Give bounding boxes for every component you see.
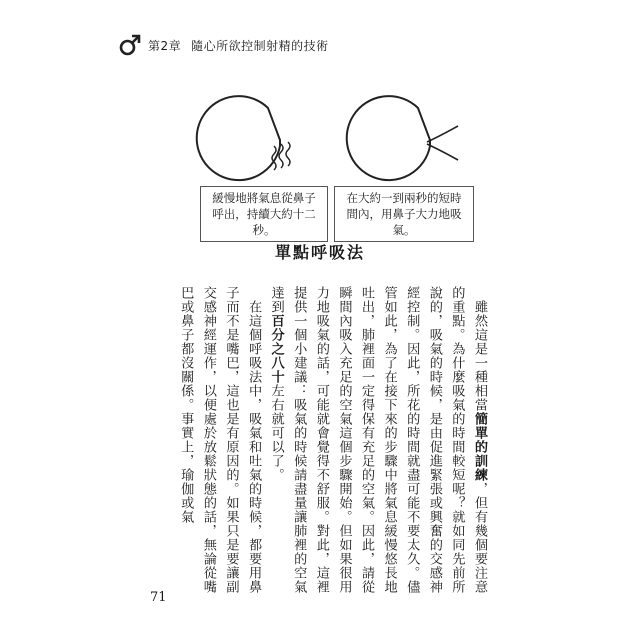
text-run: 左右就可以了。 xyxy=(268,384,284,482)
body-text xyxy=(158,286,490,602)
paragraph-2 xyxy=(174,286,264,602)
page-number: 71 xyxy=(150,590,167,605)
inhale-arrow-icon xyxy=(427,126,458,160)
emphasis-text: 簡單的訓練 xyxy=(472,412,487,482)
exhale-caption: 緩慢地將氣息從鼻子呼出，持續大約十二秒。 xyxy=(200,186,328,242)
section-title: 單點呼吸法 xyxy=(274,243,365,262)
emphasis-text: 百分之八十 xyxy=(268,314,284,384)
exhale-diagram xyxy=(180,88,310,188)
paragraph-1 xyxy=(264,286,490,602)
chapter-number: 第2章 xyxy=(148,38,182,53)
inhale-diagram xyxy=(330,88,460,188)
head-outline xyxy=(347,96,430,180)
running-header xyxy=(118,32,329,58)
male-symbol-icon xyxy=(118,33,142,57)
text-run: 雖然這是一種相當 xyxy=(472,300,487,412)
inhale-caption: 在大約一到兩秒的短時間內，用鼻子大力地吸氣。 xyxy=(334,186,474,242)
chapter-title: 隨心所欲控制射精的技術 xyxy=(191,38,329,53)
text-run: 在這個呼吸法中，吸氣和吐氣的時候，都要用鼻子而不是嘴巴，這也是有原因的。如果只是要讓副交感神經運作，以便處於放鬆狀態的話，無論從嘴巴或鼻子都沒關係。事實上，瑜伽或氣 xyxy=(178,286,262,594)
head-outline xyxy=(197,96,280,180)
text-run: ，但有幾個要注意的重點。為什麼吸氣的時間較短呢？就如同先前所說的，吸氣的時候，是由促進緊張或興奮的交感神經控制。因此，所花的時間就盡可能不要太久。儘管如此，為了在接下來的步驟中將氣息緩慢悠長地吐出，肺裡面一定得保有充足的空氣。因此，請從瞬間內吸入充足的空氣這個步驟開始。但如果很用力地吸氣的話，可能就會覺得不舒服。對此，這裡提供一個小建議：吸氣的時候請盡量讓肺裡的空氣達到 xyxy=(268,286,487,594)
